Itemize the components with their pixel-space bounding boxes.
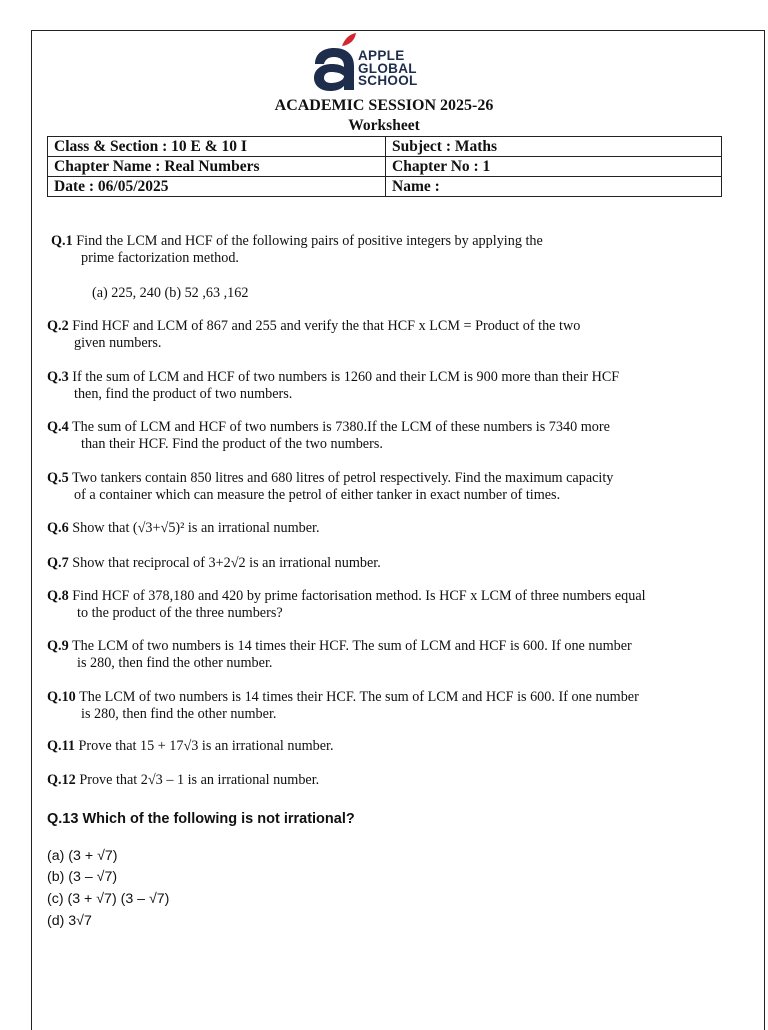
logo-line-3: SCHOOL <box>358 73 418 88</box>
question-text: Show that reciprocal of 3+2√2 is an irrational number. <box>72 555 381 571</box>
name-cell: Name : <box>386 177 722 197</box>
info-table <box>47 136 722 197</box>
option-a: (a) (3 + √7) <box>47 848 118 864</box>
question-text-cont: to the product of the three numbers? <box>77 605 283 621</box>
info-row <box>48 137 722 157</box>
question-2 <box>47 318 737 352</box>
class-section-cell: Class & Section : 10 E & 10 I <box>48 137 386 157</box>
question-number: Q.1 <box>51 233 73 249</box>
question-text: Find the LCM and HCF of the following pairs of positive integers by applying the <box>76 233 543 249</box>
question-10 <box>47 689 737 723</box>
question-number: Q.2 <box>47 318 69 334</box>
question-text: The sum of LCM and HCF of two numbers is 7380.If the LCM of these numbers is 7340 more <box>71 419 610 435</box>
chapter-name-cell: Chapter Name : Real Numbers <box>48 157 386 177</box>
question-11 <box>47 738 737 755</box>
question-number: Q.6 <box>47 520 69 536</box>
question-text: Two tankers contain 850 litres and 680 litres of petrol respectively. Find the maximum capacity <box>71 470 614 486</box>
question-9 <box>47 638 737 672</box>
question-number: Q.12 <box>47 772 76 788</box>
question-text: Show that (√3+√5)² is an irrational number. <box>72 520 320 536</box>
option-b: (b) (3 – √7) <box>47 869 118 885</box>
session-title: ACADEMIC SESSION 2025-26 <box>274 97 494 114</box>
worksheet-title: Worksheet <box>348 117 420 134</box>
option-d: (d) 3√7 <box>47 913 92 929</box>
question-number: Q.10 <box>47 689 76 705</box>
question-7 <box>47 555 737 572</box>
question-number: Q.9 <box>47 638 69 654</box>
question-number: Q.4 <box>47 419 69 435</box>
question-text: The LCM of two numbers is 14 times their HCF. The sum of LCM and HCF is 600. If one number <box>79 689 639 705</box>
subject-cell: Subject : Maths <box>386 137 722 157</box>
question-6 <box>47 520 737 537</box>
question-text-cont: of a container which can measure the petrol of either tanker in exact number of times. <box>74 487 561 503</box>
question-text: Find HCF and LCM of 867 and 255 and verify the that HCF x LCM = Product of the two <box>72 318 581 334</box>
question-12 <box>47 772 737 789</box>
question-number: Q.8 <box>47 588 69 604</box>
question-text: If the sum of LCM and HCF of two numbers is 1260 and their LCM is 900 more than their HCF <box>72 369 620 385</box>
option-c: (c) (3 + √7) (3 – √7) <box>47 891 170 907</box>
question-text-cont: is 280, then find the other number. <box>81 706 277 722</box>
question-text-cont: than their HCF. Find the product of the two numbers. <box>81 436 383 452</box>
logo-wordmark <box>358 50 418 88</box>
question-number: Q.5 <box>47 470 69 486</box>
question-1 <box>51 233 741 267</box>
question-text: The LCM of two numbers is 14 times their HCF. The sum of LCM and HCF is 600. If one number <box>71 638 632 654</box>
question-text-cont: then, find the product of two numbers. <box>74 386 293 402</box>
question-8 <box>47 588 737 622</box>
info-row <box>48 177 722 197</box>
question-4 <box>47 419 737 453</box>
question-text-cont: prime factorization method. <box>81 250 239 266</box>
question-1-parts: (a) 225, 240 (b) 52 ,63 ,162 <box>92 285 249 301</box>
date-cell: Date : 06/05/2025 <box>48 177 386 197</box>
logo-line-2: GLOBAL <box>358 60 417 76</box>
question-number: Q.7 <box>47 555 69 571</box>
question-text-cont: is 280, then find the other number. <box>77 655 273 671</box>
logo-line-1: APPLE <box>358 48 405 63</box>
question-number: Q.3 <box>47 369 69 385</box>
question-number: Q.11 <box>47 738 75 754</box>
chapter-no-cell: Chapter No : 1 <box>386 157 722 177</box>
question-text-cont: given numbers. <box>74 335 162 351</box>
question-text: Prove that 2√3 – 1 is an irrational number. <box>79 772 320 788</box>
question-3 <box>47 369 737 403</box>
question-text: Prove that 15 + 17√3 is an irrational number. <box>78 738 334 754</box>
question-text: Find HCF of 378,180 and 420 by prime factorisation method. Is HCF x LCM of three numbers equal <box>72 588 646 604</box>
question-5 <box>47 470 737 504</box>
question-13: Q.13 Which of the following is not irrational? <box>47 811 355 827</box>
info-row <box>48 157 722 177</box>
